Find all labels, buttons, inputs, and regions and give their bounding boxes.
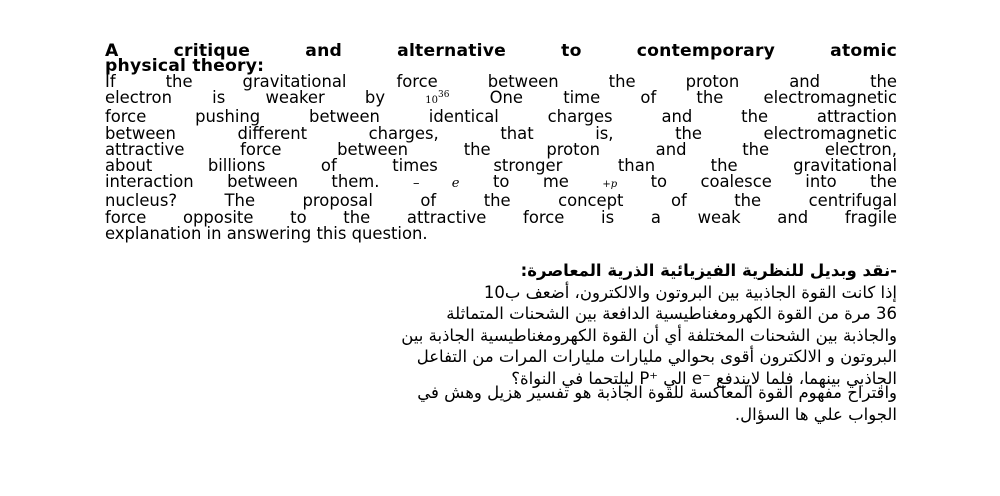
english-line-2-rest: One time of the electromagnetic bbox=[449, 88, 897, 108]
english-line-3: force pushing between identical charges and the attraction bbox=[105, 107, 897, 127]
english-line-7-rest: to coalesce into the bbox=[617, 172, 898, 192]
english-line-4: between different charges, that is, the electromagnetic bbox=[105, 123, 897, 143]
english-title-line-1: A critique and alternative to contemporary atomic bbox=[105, 41, 897, 61]
arabic-second-paragraph bbox=[177, 382, 897, 425]
arabic-line-3: والجاذبة بين الشحنات المختلفة أي أن القوة الكهرومغناطيسية الجاذبة بين bbox=[401, 325, 897, 345]
english-line-9: force opposite to the attractive force is a weak and fragile bbox=[105, 207, 897, 227]
power-exponent: 36 bbox=[437, 90, 450, 101]
english-line-8: nucleus? The proposal of the concept of the centrifugal bbox=[105, 191, 897, 211]
english-line-7-mid: to me bbox=[459, 172, 603, 192]
arabic-title: -نقد وبديل للنظرية الفيزيائية الذرية المعاصرة: bbox=[520, 261, 897, 280]
proton-symbol: +p bbox=[602, 179, 618, 191]
english-paragraph bbox=[105, 74, 897, 242]
english-line-6: about billions of times stronger than the gravitational bbox=[105, 156, 897, 176]
english-line-7-start: interaction between them. bbox=[105, 172, 413, 192]
english-line-2-start: electron is weaker by bbox=[105, 88, 426, 108]
english-line-5: attractive force between the proton and the electron, bbox=[105, 139, 897, 159]
english-line-1: If the gravitational force between the proton and the bbox=[105, 72, 897, 91]
arabic-paragraph bbox=[177, 260, 897, 389]
electron-symbol: – e bbox=[412, 176, 460, 192]
arabic-line-1: إذا كانت القوة الجاذبية بين البروتون والالكترون، أضعف ب10 bbox=[483, 282, 897, 302]
document-page bbox=[105, 41, 898, 474]
arabic-second-line-1: واقتراح مفهوم القوة المعاكسة للقوة الجاذبة هو تفسير هزيل وهش في bbox=[417, 383, 897, 402]
power-base: 10 bbox=[425, 95, 438, 107]
english-title-line-2: physical theory: bbox=[105, 56, 265, 76]
arabic-line-4: البروتون و الالكترون أقوى بحوالي مليارات مليارات المرات من التفاعل bbox=[416, 347, 897, 366]
arabic-line-2: 36 مرة من القوة الكهرومغناطيسية الدافعة بين الشحنات المتماثلة bbox=[446, 304, 897, 323]
arabic-second-line-2: الجواب علي ها السؤال. bbox=[734, 404, 897, 424]
english-line-10: explanation in answering this question. bbox=[105, 223, 428, 243]
arabic-line-5: الجاذبي بينهما، فلما لايندفع ‎e⁻‎ الي ‎P⁺‎ ليلتحما في النواة؟ bbox=[511, 368, 897, 388]
english-title bbox=[105, 41, 897, 76]
